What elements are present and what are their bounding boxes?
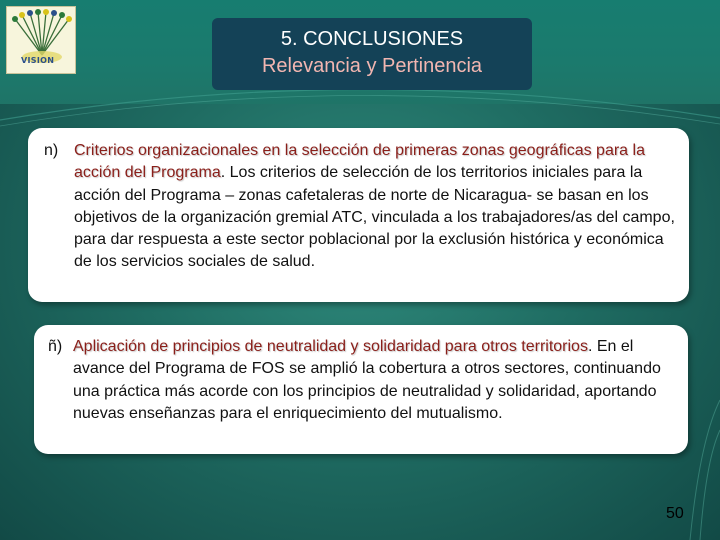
logo-text: VISION bbox=[21, 56, 55, 65]
item-body bbox=[44, 140, 684, 274]
item-text: . Los criterios de selección de los territorios iniciales para la acción del Programa – zonas cafetaleras de norte de Nicaragua- se basan en los objetivos de la organización gremial ATC, vinculada a los trabajadores/as del campo, para dar respuesta a este sector poblacional por la exclusión histórica y económica de los servicios sociales de salud. bbox=[74, 164, 675, 271]
title-box bbox=[212, 18, 532, 90]
item-highlight: Aplicación de principios de neutralidad y solidaridad para otros territorios bbox=[73, 338, 588, 355]
item-text: . En el avance del Programa de FOS se amplió la cobertura a otros sectores, continuando una práctica más acorde con los principios de neutralidad y solidaridad, aportando nuevas enseñanzas para el enriquecimiento del mutualismo. bbox=[73, 338, 661, 422]
page-subtitle: Relevancia y Pertinencia bbox=[261, 55, 483, 77]
item-marker: n) bbox=[44, 142, 59, 159]
page-number: 50 bbox=[666, 505, 684, 522]
conclusion-item-n bbox=[44, 140, 684, 274]
item-marker: ñ) bbox=[48, 338, 63, 355]
item-body bbox=[48, 336, 678, 425]
conclusion-item-enye bbox=[48, 336, 678, 425]
item-highlight: Criterios organizacionales en la selección de primeras zonas geográficas para la acción del Programa bbox=[74, 142, 645, 182]
vision-logo bbox=[6, 6, 76, 74]
page-title: 5. CONCLUSIONES bbox=[280, 28, 464, 50]
